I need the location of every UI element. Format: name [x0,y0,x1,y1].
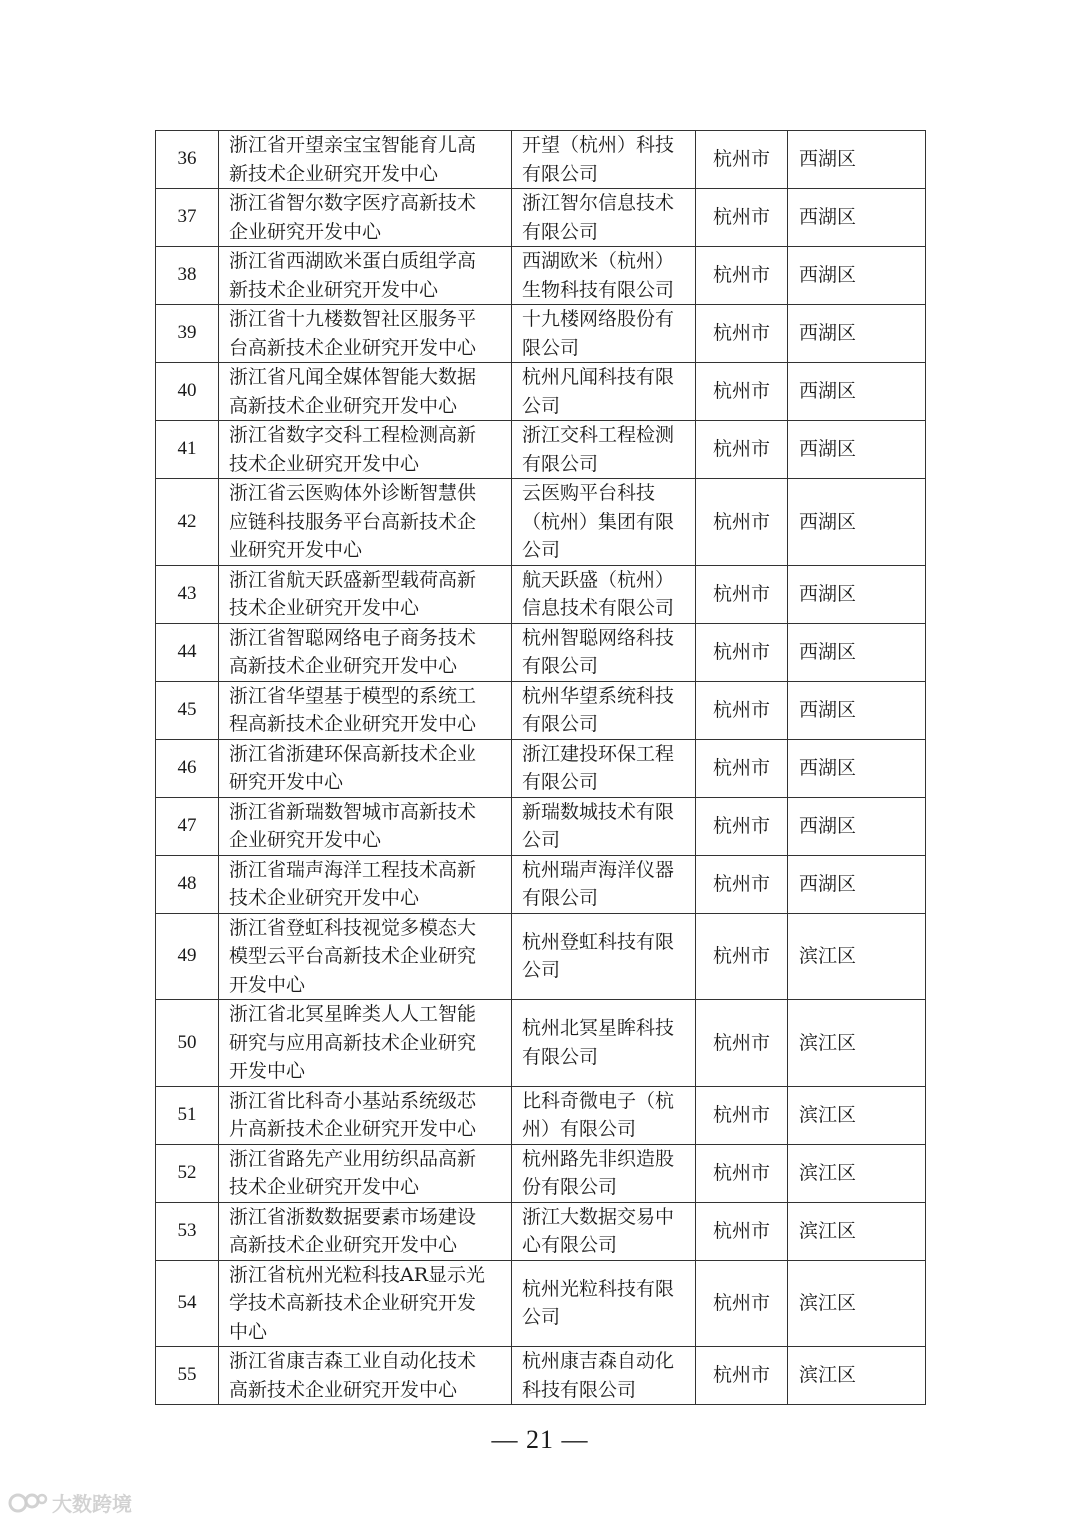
city-cell: 杭州市 [696,1347,788,1405]
company-name-line: 杭州康吉森自动化 [522,1350,675,1372]
company-name [512,479,696,566]
company-name [512,1260,696,1347]
city-cell: 杭州市 [696,913,788,1000]
district-cell: 西湖区 [788,131,926,189]
center-name-line: 开发中心 [229,1060,306,1082]
registry-table-container [155,130,925,1405]
table-body [156,131,926,1405]
center-name-line: 开发中心 [229,973,306,996]
center-name-line: 技术企业研究开发中心 [229,1176,420,1198]
city-cell: 杭州市 [696,247,788,305]
center-name-line: 程高新技术企业研究开发中心 [229,713,477,735]
registry-table [155,130,926,1405]
company-name-line: 杭州凡闻科技有限 [522,366,675,388]
center-name [219,739,512,797]
city-cell: 杭州市 [696,479,788,566]
table-row [156,479,926,566]
company-name-line: 比科奇微电子（杭 [522,1089,675,1112]
center-name-line: 高新技术企业研究开发中心 [229,1234,458,1256]
center-name-line: 高新技术企业研究开发中心 [229,655,458,677]
company-name-line: 新瑞数城技术有限 [522,800,675,823]
center-name-line: 浙江省浙建环保高新技术企业 [229,742,477,765]
city-cell: 杭州市 [696,1144,788,1202]
table-row [156,739,926,797]
center-name-line: 业研究开发中心 [229,539,363,561]
district-cell: 西湖区 [788,479,926,566]
center-name [219,1260,512,1347]
company-name-line: 科技有限公司 [522,1378,637,1401]
company-name [512,797,696,855]
center-name-line: 片高新技术企业研究开发中心 [229,1118,477,1140]
center-name-line: 高新技术企业研究开发中心 [229,394,458,417]
district-cell: 西湖区 [788,189,926,247]
company-name-line: 份有限公司 [522,1176,618,1198]
company-name-line: 有限公司 [522,1045,599,1068]
company-name-line: 有限公司 [522,771,599,793]
company-name-line: 公司 [522,539,561,561]
company-name-line: 有限公司 [522,887,599,909]
city-cell: 杭州市 [696,855,788,913]
center-name-line: 浙江省云医购体外诊断智慧供 [229,482,477,504]
company-name [512,681,696,739]
table-row [156,421,926,479]
center-name-line: 模型云平台高新技术企业研究 [229,945,477,967]
watermark-text: 大数跨境 [52,1492,132,1516]
company-name-line: 有限公司 [522,162,599,185]
center-name-line: 浙江省华望基于模型的系统工 [229,684,477,707]
city-cell: 杭州市 [696,1260,788,1347]
table-row [156,913,926,1000]
center-name-line: 技术企业研究开发中心 [229,597,420,619]
center-name-line: 台高新技术企业研究开发中心 [229,336,477,359]
district-cell: 滨江区 [788,1086,926,1144]
company-name-line: 公司 [522,1306,561,1329]
company-name [512,363,696,421]
company-name-line: 有限公司 [522,713,599,735]
table-row [156,305,926,363]
center-name-line: 浙江省杭州光粒科技AR显示光 [229,1263,486,1286]
table-row [156,623,926,681]
district-cell: 西湖区 [788,739,926,797]
center-name [219,1086,512,1144]
center-name-line: 浙江省智尔数字医疗高新技术 [229,192,477,214]
center-name [219,797,512,855]
city-cell: 杭州市 [696,363,788,421]
city-cell: 杭州市 [696,623,788,681]
company-name-line: 开望（杭州）科技 [522,134,675,156]
company-name-line: 州）有限公司 [522,1118,637,1140]
center-name [219,1347,512,1405]
center-name [219,189,512,247]
company-name-line: 浙江交科工程检测 [522,424,675,446]
center-name-line: 新技术企业研究开发中心 [229,162,439,185]
company-name-line: 杭州路先非织造股 [522,1147,675,1170]
company-name-line: 杭州登虹科技有限 [522,930,675,953]
city-cell: 杭州市 [696,797,788,855]
district-cell: 西湖区 [788,855,926,913]
company-name-line: 杭州光粒科技有限 [522,1277,675,1300]
row-number: 40 [156,363,219,421]
company-name-line: 西湖欧米（杭州） [522,250,675,272]
center-name-line: 浙江省智聪网络电子商务技术 [229,626,477,649]
company-name-line: 心有限公司 [522,1234,618,1256]
table-row [156,1000,926,1087]
company-name [512,1000,696,1087]
city-cell: 杭州市 [696,189,788,247]
table-row [156,565,926,623]
company-name-line: 杭州智聪网络科技 [522,626,675,649]
row-number: 48 [156,855,219,913]
center-name [219,305,512,363]
company-name-line: （杭州）集团有限 [522,510,675,533]
row-number: 37 [156,189,219,247]
company-name-line: 有限公司 [522,220,599,243]
district-cell: 滨江区 [788,1000,926,1087]
center-name [219,623,512,681]
company-name-line: 杭州北冥星眸科技 [522,1017,675,1040]
center-name [219,131,512,189]
table-row [156,1086,926,1144]
district-cell: 西湖区 [788,305,926,363]
company-name [512,305,696,363]
table-row [156,1260,926,1347]
district-cell: 滨江区 [788,1144,926,1202]
center-name-line: 浙江省瑞声海洋工程技术高新 [229,858,477,881]
company-name-line: 浙江智尔信息技术 [522,192,675,214]
center-name-line: 浙江省康吉森工业自动化技术 [229,1350,477,1372]
company-name-line: 公司 [522,394,561,417]
row-number: 51 [156,1086,219,1144]
center-name [219,363,512,421]
center-name [219,855,512,913]
district-cell: 西湖区 [788,421,926,479]
district-cell: 滨江区 [788,1347,926,1405]
district-cell: 西湖区 [788,363,926,421]
company-name [512,1144,696,1202]
company-name [512,131,696,189]
center-name-line: 研究开发中心 [229,771,344,793]
row-number: 44 [156,623,219,681]
row-number: 52 [156,1144,219,1202]
center-name-line: 浙江省凡闻全媒体智能大数据 [229,366,477,388]
center-name-line: 新技术企业研究开发中心 [229,278,439,301]
table-row [156,1144,926,1202]
row-number: 45 [156,681,219,739]
row-number: 38 [156,247,219,305]
company-name [512,855,696,913]
row-number: 46 [156,739,219,797]
table-row [156,247,926,305]
company-name-line: 有限公司 [522,655,599,677]
center-name [219,1000,512,1087]
company-name [512,189,696,247]
center-name-line: 浙江省数字交科工程检测高新 [229,424,477,446]
center-name-line: 应链科技服务平台高新技术企 [229,510,477,533]
center-name [219,1144,512,1202]
watermark [8,1488,132,1517]
company-name-line: 浙江大数据交易中 [522,1205,675,1228]
row-number: 41 [156,421,219,479]
center-name-line: 中心 [229,1320,268,1343]
district-cell: 西湖区 [788,565,926,623]
city-cell: 杭州市 [696,1202,788,1260]
district-cell: 滨江区 [788,1202,926,1260]
row-number: 50 [156,1000,219,1087]
district-cell: 滨江区 [788,1260,926,1347]
center-name [219,565,512,623]
center-name-line: 浙江省浙数数据要素市场建设 [229,1205,477,1228]
company-name-line: 有限公司 [522,452,599,475]
center-name-line: 技术企业研究开发中心 [229,887,420,909]
company-name [512,1086,696,1144]
company-name-line: 生物科技有限公司 [522,278,675,301]
center-name [219,681,512,739]
center-name-line: 高新技术企业研究开发中心 [229,1378,458,1401]
row-number: 55 [156,1347,219,1405]
district-cell: 西湖区 [788,247,926,305]
city-cell: 杭州市 [696,739,788,797]
company-name-line: 浙江建投环保工程 [522,742,675,765]
center-name-line: 浙江省登虹科技视觉多模态大 [229,916,477,939]
row-number: 42 [156,479,219,566]
row-number: 49 [156,913,219,1000]
center-name [219,421,512,479]
company-name [512,739,696,797]
city-cell: 杭州市 [696,681,788,739]
table-row [156,1347,926,1405]
center-name-line: 技术企业研究开发中心 [229,452,420,475]
center-name-line: 企业研究开发中心 [229,220,382,243]
city-cell: 杭州市 [696,1086,788,1144]
center-name-line: 浙江省航天跃盛新型载荷高新 [229,568,477,591]
district-cell: 西湖区 [788,623,926,681]
table-row [156,363,926,421]
company-name-line: 航天跃盛（杭州） [522,568,675,591]
center-name-line: 企业研究开发中心 [229,829,382,851]
center-name-line: 学技术高新技术企业研究开发 [229,1292,477,1314]
company-name-line: 杭州瑞声海洋仪器 [522,858,675,881]
city-cell: 杭州市 [696,565,788,623]
company-name-line: 十九楼网络股份有 [522,308,675,330]
table-row [156,797,926,855]
company-name [512,913,696,1000]
table-row [156,1202,926,1260]
row-number: 39 [156,305,219,363]
center-name-line: 研究与应用高新技术企业研究 [229,1031,477,1054]
center-name-line: 浙江省比科奇小基站系统级芯 [229,1089,477,1112]
center-name-line: 浙江省新瑞数智城市高新技术 [229,800,477,823]
center-name-line: 浙江省北冥星眸类人人工智能 [229,1003,477,1025]
center-name [219,247,512,305]
row-number: 53 [156,1202,219,1260]
company-name [512,1347,696,1405]
table-row [156,681,926,739]
city-cell: 杭州市 [696,305,788,363]
city-cell: 杭州市 [696,421,788,479]
watermark-logo-icon [8,1490,48,1516]
city-cell: 杭州市 [696,1000,788,1087]
center-name [219,913,512,1000]
company-name-line: 云医购平台科技 [522,482,656,504]
row-number: 36 [156,131,219,189]
center-name-line: 浙江省西湖欧米蛋白质组学高 [229,250,477,272]
table-row [156,131,926,189]
company-name [512,247,696,305]
district-cell: 滨江区 [788,913,926,1000]
company-name-line: 信息技术有限公司 [522,597,675,619]
center-name-line: 浙江省路先产业用纺织品高新 [229,1147,477,1170]
center-name [219,479,512,566]
row-number: 43 [156,565,219,623]
district-cell: 西湖区 [788,681,926,739]
table-row [156,189,926,247]
row-number: 47 [156,797,219,855]
district-cell: 西湖区 [788,797,926,855]
company-name-line: 公司 [522,829,561,851]
company-name-line: 限公司 [522,336,580,359]
company-name [512,1202,696,1260]
table-row [156,855,926,913]
company-name-line: 杭州华望系统科技 [522,684,675,707]
company-name [512,421,696,479]
center-name-line: 浙江省十九楼数智社区服务平 [229,308,477,330]
company-name [512,623,696,681]
page-number: — 21 — [491,1425,589,1454]
company-name-line: 公司 [522,959,561,982]
company-name [512,565,696,623]
row-number: 54 [156,1260,219,1347]
center-name-line: 浙江省开望亲宝宝智能育儿高 [229,134,477,156]
city-cell: 杭州市 [696,131,788,189]
center-name [219,1202,512,1260]
